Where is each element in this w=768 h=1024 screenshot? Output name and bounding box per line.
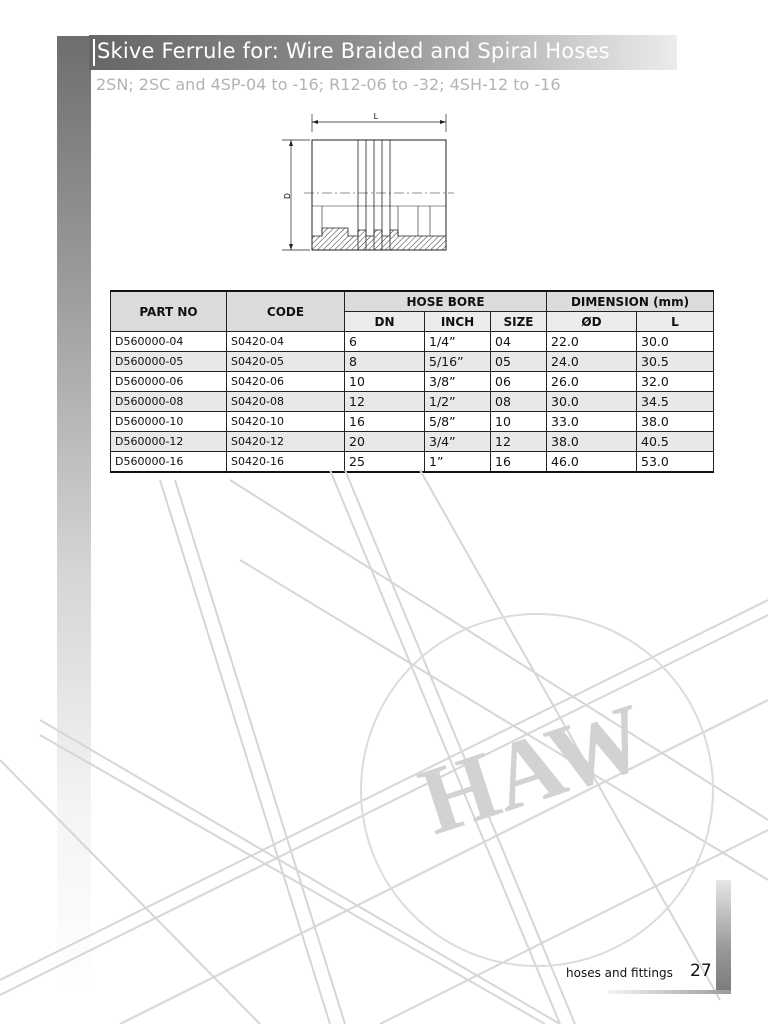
haw-watermark-logo: HAW: [407, 682, 659, 855]
cell-part-no: D560000-12: [111, 432, 227, 452]
table-row: [111, 332, 714, 352]
cell-dn: 25: [345, 452, 425, 473]
cell-l: 34.5: [637, 392, 714, 412]
footer-caption: hoses and fittings: [566, 966, 673, 980]
header-part-no: PART NO: [111, 291, 227, 332]
cell-size: 12: [491, 432, 547, 452]
table-row: [111, 352, 714, 372]
cell-inch: 3/8”: [425, 372, 491, 392]
header-size: SIZE: [491, 312, 547, 332]
cell-dn: 8: [345, 352, 425, 372]
cell-l: 30.5: [637, 352, 714, 372]
header-dn: DN: [345, 312, 425, 332]
cell-od: 46.0: [547, 452, 637, 473]
cell-dn: 20: [345, 432, 425, 452]
cell-code: S0420-16: [227, 452, 345, 473]
cell-size: 05: [491, 352, 547, 372]
title-bar: [89, 35, 677, 70]
cell-od: 24.0: [547, 352, 637, 372]
cell-od: 22.0: [547, 332, 637, 352]
cell-inch: 5/8”: [425, 412, 491, 432]
cell-dn: 6: [345, 332, 425, 352]
cell-inch: 5/16”: [425, 352, 491, 372]
cell-code: S0420-12: [227, 432, 345, 452]
cell-dn: 16: [345, 412, 425, 432]
cell-size: 06: [491, 372, 547, 392]
cell-inch: 1/2”: [425, 392, 491, 412]
cell-dn: 12: [345, 392, 425, 412]
cell-size: 04: [491, 332, 547, 352]
header-l: L: [637, 312, 714, 332]
cell-code: S0420-08: [227, 392, 345, 412]
header-dimension: DIMENSION (mm): [547, 291, 714, 312]
cell-part-no: D560000-08: [111, 392, 227, 412]
cell-size: 08: [491, 392, 547, 412]
cell-size: 10: [491, 412, 547, 432]
cell-l: 30.0: [637, 332, 714, 352]
table-row: [111, 432, 714, 452]
cell-part-no: D560000-05: [111, 352, 227, 372]
cell-od: 33.0: [547, 412, 637, 432]
cell-inch: 3/4”: [425, 432, 491, 452]
cell-od: 30.0: [547, 392, 637, 412]
page-title: Skive Ferrule for: Wire Braided and Spiral Hoses: [97, 39, 610, 63]
page-number: 27: [690, 961, 712, 981]
cell-dn: 10: [345, 372, 425, 392]
cell-inch: 1”: [425, 452, 491, 473]
cell-part-no: D560000-04: [111, 332, 227, 352]
specification-table: [110, 290, 714, 473]
table-row: [111, 412, 714, 432]
header-code: CODE: [227, 291, 345, 332]
header-inch: INCH: [425, 312, 491, 332]
cell-size: 16: [491, 452, 547, 473]
table-row: [111, 392, 714, 412]
cell-od: 38.0: [547, 432, 637, 452]
footer-accent-bar: [716, 880, 731, 993]
table-row: [111, 372, 714, 392]
page-subtitle: 2SN; 2SC and 4SP-04 to -16; R12-06 to -32; 4SH-12 to -16: [96, 75, 561, 94]
cell-code: S0420-06: [227, 372, 345, 392]
cell-part-no: D560000-10: [111, 412, 227, 432]
cell-l: 53.0: [637, 452, 714, 473]
header-hose-bore: HOSE BORE: [345, 291, 547, 312]
cell-l: 38.0: [637, 412, 714, 432]
title-marker: [93, 39, 95, 66]
footer-accent-line: [608, 990, 731, 994]
cell-code: S0420-04: [227, 332, 345, 352]
cell-l: 40.5: [637, 432, 714, 452]
cell-code: S0420-10: [227, 412, 345, 432]
dimension-l-label: L: [373, 112, 379, 121]
ferrule-technical-drawing: [278, 108, 456, 258]
cell-od: 26.0: [547, 372, 637, 392]
cell-inch: 1/4”: [425, 332, 491, 352]
cell-l: 32.0: [637, 372, 714, 392]
background-watermark-graphic: [0, 460, 768, 1024]
cell-part-no: D560000-06: [111, 372, 227, 392]
cell-part-no: D560000-16: [111, 452, 227, 473]
header-od: ØD: [547, 312, 637, 332]
dimension-d-label: D: [283, 193, 292, 199]
cell-code: S0420-05: [227, 352, 345, 372]
